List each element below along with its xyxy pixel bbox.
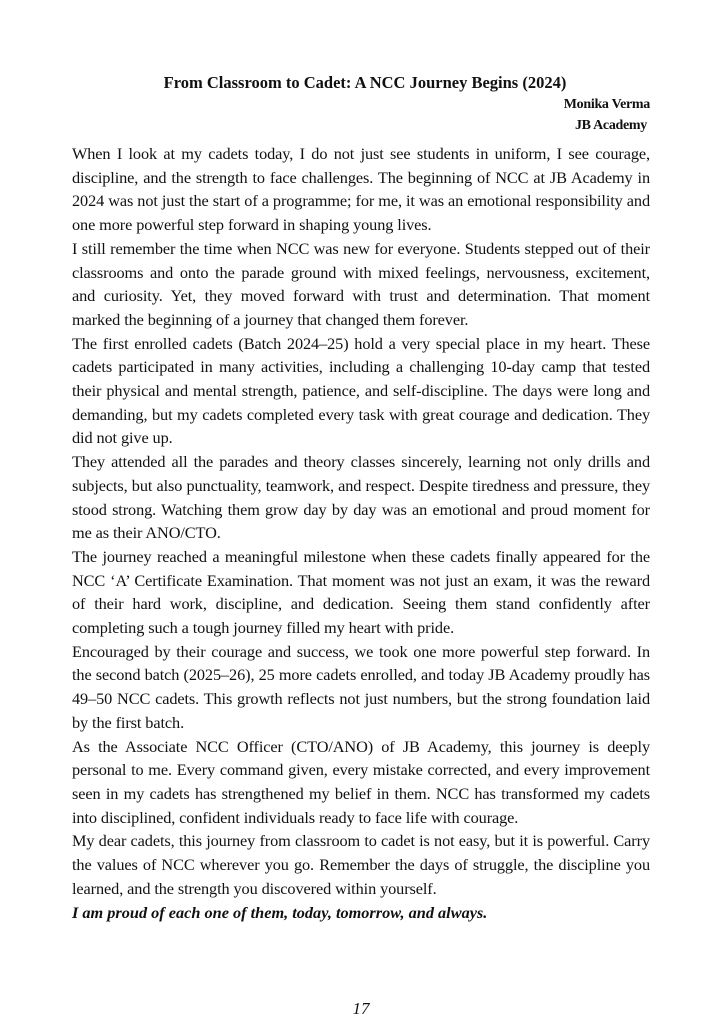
paragraph-4: They attended all the parades and theory classes sincerely, learning not only drills and subjects, but also punctuality, teamwork, and respect. Despite tiredness and pressure, they stood strong. Watching them grow day by day was an emotional and proud moment for me as their ANO/CTO.	[72, 452, 650, 543]
paragraph-1: When I look at my cadets today, I do not just see students in uniform, I see courage, discipline, and the strength to face challenges. The beginning of NCC at JB Academy in 2024 was not just the start of a programme; for me, it was an emotional responsibility and one more powerful step forward in shaping young lives.	[72, 144, 650, 235]
author-name: Monika Verma	[563, 97, 650, 112]
paragraph-2: I still remember the time when NCC was new for everyone. Students stepped out of their classrooms and onto the parade ground with mixed feelings, nervousness, excitement, and curiosity. Yet, they moved forward with trust and determination. That moment marked the beginning of a journey that changed them forever.	[72, 238, 650, 329]
paragraph-5: The journey reached a meaningful milestone when these cadets finally appeared for the NCC ‘A’ Certificate Examination. That moment was not just an exam, it was the reward of their hard work, discipline, and dedication. Seeing them stand confidently after completing such a tough journey filled my heart with pride.	[72, 546, 650, 638]
paragraph-7: As the Associate NCC Officer (CTO/ANO) of JB Academy, this journey is deeply personal to me. Every command given, every mistake corrected, and every improvement seen in my cadets has strengthened my belief in them. NCC has transformed my cadets into disciplined, confident individuals ready to face life with courage.	[72, 736, 650, 827]
page-number: 17	[352, 999, 370, 1018]
document-page	[72, 72, 650, 924]
author-affiliation: JB Academy	[574, 118, 647, 133]
paragraph-6: Encouraged by their courage and success, we took one more powerful step forward. In the second batch (2025–26), 25 more cadets enrolled, and today JB Academy proudly has 49–50 NCC cadets. This growth reflects not just numbers, but the strong foundation laid by the first batch.	[72, 641, 650, 732]
article-body	[72, 142, 650, 924]
paragraph-3: The first enrolled cadets (Batch 2024–25) hold a very special place in my heart. These cadets participated in many activities, including a challenging 10-day camp that tested their physical and mental strength, patience, and self-discipline. The days were long and demanding, but my cadets completed every task with great courage and dedication. They did not give up.	[72, 333, 650, 448]
paragraph-8: My dear cadets, this journey from classroom to cadet is not easy, but it is powerful. Carry the values of NCC wherever you go. Remember the days of struggle, the discipline you learned, and the strength you discovered within yourself.	[72, 831, 650, 898]
article-title: From Classroom to Cadet: A NCC Journey Begins (2024)	[163, 73, 567, 92]
closing-statement: I am proud of each one of them, today, tomorrow, and always.	[72, 902, 488, 922]
